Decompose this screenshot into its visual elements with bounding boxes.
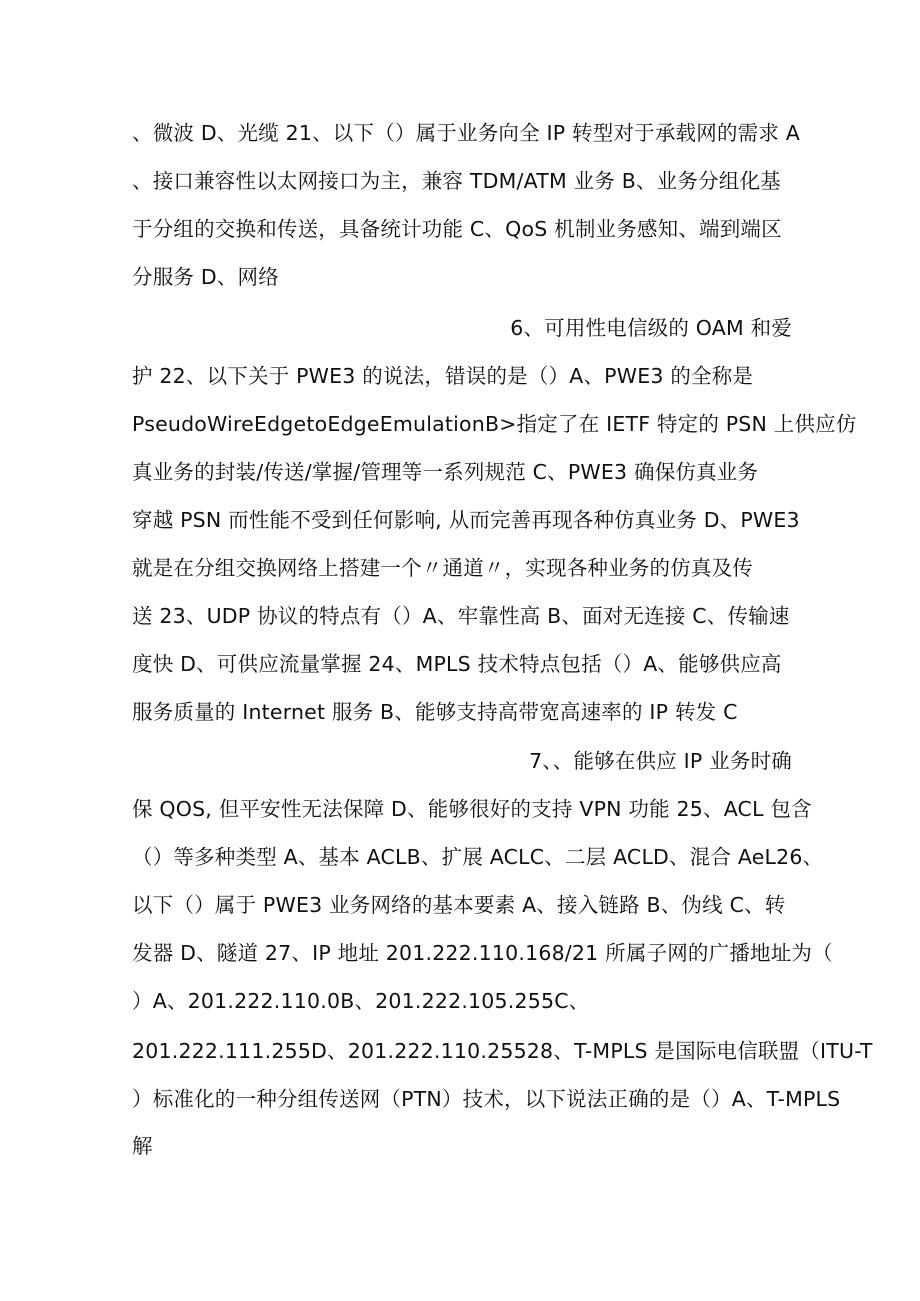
text-line-15: 保 QOS, 但平安性无法保障 D、能够很好的支持 VPN 功能 25、ACL 包含 xyxy=(132,797,812,821)
text-line-7: PseudoWireEdgetoEdgeEmulationB>指定了在 IETF 特定的 PSN 上供应仿 xyxy=(132,412,857,436)
text-line-4: 分服务 D、网络 xyxy=(132,265,279,289)
text-line-12: 度快 D、可供应流量掌握 24、MPLS 技术特点包括（）A、能够供应高 xyxy=(132,652,782,676)
text-line-19: ）A、201.222.110.0B、201.222.105.255C、 xyxy=(132,989,590,1013)
text-line-17: 以下（）属于 PWE3 业务网络的基本要素 A、接入链路 B、伪线 C、转 xyxy=(132,893,786,917)
text-line-16: （）等多种类型 A、基本 ACLB、扩展 ACLC、二层 ACLD、混合 AeL26、 xyxy=(132,845,824,869)
text-line-14: 7、、能够在供应 IP 业务时确 xyxy=(529,749,792,773)
text-line-6: 护 22、以下关于 PWE3 的说法，错误的是（）A、PWE3 的全称是 xyxy=(132,364,754,388)
text-line-21: ）标准化的一种分组传送网（PTN）技术，以下说法正确的是（）A、T-MPLS xyxy=(132,1087,841,1111)
text-line-3: 于分组的交换和传送，具备统计功能 C、QoS 机制业务感知、端到端区 xyxy=(132,217,782,241)
text-line-5: 6、可用性电信级的 OAM 和爱 xyxy=(510,316,792,340)
text-line-9: 穿越 PSN 而性能不受到任何影响, 从而完善再现各种仿真业务 D、PWE3 xyxy=(132,508,800,532)
text-line-10: 就是在分组交换网络上搭建一个〃通道〃，实现各种业务的仿真及传 xyxy=(132,556,753,580)
text-line-8: 真业务的封装/传送/掌握/管理等一系列规范 C、PWE3 确保仿真业务 xyxy=(132,460,759,484)
text-line-22: 解 xyxy=(132,1134,153,1158)
text-line-20: 201.222.111.255D、201.222.110.25528、T-MPLS 是国际电信联盟（ITU-T xyxy=(132,1039,873,1063)
text-line-2: 、接口兼容性以太网接口为主，兼容 TDM/ATM 业务 B、业务分组化基 xyxy=(132,169,781,193)
text-line-18: 发器 D、隧道 27、IP 地址 201.222.110.168/21 所属子网的广播地址为（ xyxy=(132,941,833,965)
text-line-1: 、微波 D、光缆 21、以下（）属于业务向全 IP 转型对于承载网的需求 A xyxy=(132,121,800,145)
text-line-11: 送 23、UDP 协议的特点有（）A、牢靠性高 B、面对无连接 C、传输速 xyxy=(132,604,790,628)
text-line-13: 服务质量的 Internet 服务 B、能够支持高带宽高速率的 IP 转发 C xyxy=(132,700,738,724)
